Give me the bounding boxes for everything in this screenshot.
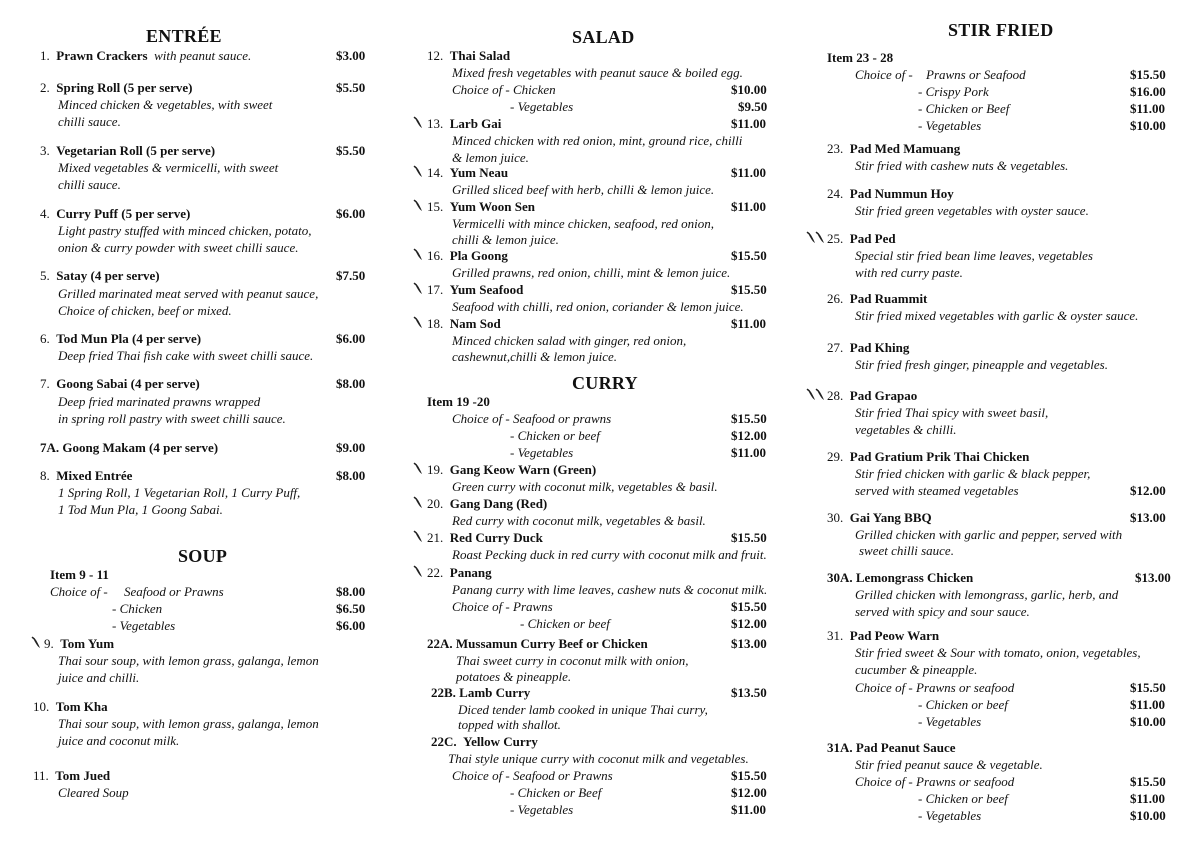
item-28-desc-1: Stir fried Thai spicy with sweet basil, — [855, 405, 1049, 420]
entree-heading: ENTRÉE — [146, 26, 222, 46]
stir-fried-choice-2: - Crispy Pork — [918, 84, 989, 99]
item-24-desc-1: Stir fried green vegetables with oyster sauce. — [855, 203, 1089, 218]
item-3-desc-2: chilli sauce. — [58, 177, 121, 192]
menu-item-3: 3. Vegetarian Roll (5 per serve) — [40, 143, 216, 158]
chili-icon — [412, 530, 426, 544]
menu-item-7a: 7A. Goong Makam (4 per serve) — [40, 440, 219, 455]
item-6-price: $6.00 — [336, 331, 366, 346]
item-11-desc-1: Cleared Soup — [58, 785, 129, 800]
item-15-price: $11.00 — [731, 199, 767, 214]
panang-choice-1: Choice of - Prawns — [452, 599, 553, 614]
soup-choice-2-price: $6.50 — [336, 601, 366, 616]
menu-item-6: 6. Tod Mun Pla (4 per serve) — [40, 331, 202, 346]
stir-fried-range: Item 23 - 28 — [827, 50, 894, 65]
menu-item-28: 28. Pad Grapao — [827, 388, 918, 403]
curry-range: Item 19 -20 — [427, 394, 490, 409]
item-25-desc-1: Special stir fried bean lime leaves, vegetables — [855, 248, 1093, 263]
menu-item-10: 10. Tom Kha — [33, 699, 108, 714]
soup-choice-prefix: Choice of - — [50, 584, 108, 599]
menu-item-23: 23. Pad Med Mamuang — [827, 141, 961, 156]
soup-heading: SOUP — [178, 546, 228, 566]
item-8-desc-1: 1 Spring Roll, 1 Vegetarian Roll, 1 Curry Puff, — [58, 485, 301, 500]
peanut-choice-3: - Vegetables — [918, 808, 982, 823]
panang-choice-2: - Chicken or beef — [520, 616, 610, 631]
chili-icon — [412, 116, 426, 130]
peanut-choice-2: - Chicken or beef — [918, 791, 1008, 806]
menu-item-24: 24. Pad Nummun Hoy — [827, 186, 954, 201]
curry-choice-2: - Chicken or beef — [510, 428, 600, 443]
chili-icon — [412, 496, 426, 510]
chili-icon — [412, 565, 426, 579]
item-22-desc-1: Panang curry with lime leaves, cashew nuts & coconut milk. — [452, 582, 768, 597]
peanut-choice-1: Choice of - Prawns or seafood — [855, 774, 1015, 789]
menu-item-13: 13. Larb Gai — [427, 116, 502, 131]
item-14-desc-1: Grilled sliced beef with herb, chilli & lemon juice. — [452, 182, 715, 197]
soup-choice-1-price: $8.00 — [336, 584, 366, 599]
item-7-desc-1: Deep fried marinated prawns wrapped — [58, 394, 261, 409]
item-30a-desc-1: Grilled chicken with lemongrass, garlic, herb, and — [855, 587, 1119, 602]
menu-item-22a: 22A. Mussamun Curry Beef or Chicken — [427, 636, 648, 651]
item-21-price: $15.50 — [731, 530, 767, 545]
menu-item-31: 31. Pad Peow Warn — [827, 628, 940, 643]
chili-icon — [412, 199, 426, 213]
stir-fried-choice-1-price: $15.50 — [1130, 67, 1166, 82]
item-22a-desc-1: Thai sweet curry in coconut milk with onion, — [456, 653, 689, 668]
peow-choice-1-price: $15.50 — [1130, 680, 1166, 695]
menu-item-7: 7. Goong Sabai (4 per serve) — [40, 376, 200, 391]
item-8-desc-2: 1 Tod Mun Pla, 1 Goong Sabai. — [58, 502, 223, 517]
curry-choice-1-price: $15.50 — [731, 411, 767, 426]
item-8-price: $8.00 — [336, 468, 366, 483]
chili-icon — [412, 282, 426, 296]
item-29-desc-2: served with steamed vegetables — [855, 483, 1019, 498]
stir-fried-choice-3-price: $11.00 — [1130, 101, 1166, 116]
item-25-desc-2: with red curry paste. — [855, 265, 963, 280]
item-2-desc-2: chilli sauce. — [58, 114, 121, 129]
thai-salad-choice-1-price: $10.00 — [731, 82, 767, 97]
menu-item-26: 26. Pad Ruammit — [827, 291, 928, 306]
soup-choice-3: - Vegetables — [112, 618, 176, 633]
peanut-choice-2-price: $11.00 — [1130, 791, 1166, 806]
chili-icon — [814, 231, 828, 245]
menu-item-30a: 30A. Lemongrass Chicken — [827, 570, 974, 585]
item-30a-desc-2: served with spicy and sour sauce. — [855, 604, 1030, 619]
item-6-desc-1: Deep fried Thai fish cake with sweet chilli sauce. — [58, 348, 314, 363]
item-26-desc-1: Stir fried mixed vegetables with garlic & oyster sauce. — [855, 308, 1139, 323]
item-20-desc-1: Red curry with coconut milk, vegetables & basil. — [452, 513, 706, 528]
item-19-desc-1: Green curry with coconut milk, vegetables & basil. — [452, 479, 718, 494]
menu-item-18: 18. Nam Sod — [427, 316, 501, 331]
item-22b-desc-2: topped with shallot. — [458, 717, 561, 732]
menu-item-29: 29. Pad Gratium Prik Thai Chicken — [827, 449, 1030, 464]
item-13-desc-2: & lemon juice. — [452, 150, 529, 165]
stir-fried-choice-prefix: Choice of - — [855, 67, 913, 82]
item-12-desc-1: Mixed fresh vegetables with peanut sauce & boiled egg. — [452, 65, 743, 80]
chili-icon — [412, 462, 426, 476]
yellow-choice-3-price: $11.00 — [731, 802, 767, 817]
item-17-desc-1: Seafood with chilli, red onion, coriander & lemon juice. — [452, 299, 744, 314]
item-29-desc-1: Stir fried chicken with garlic & black pepper, — [855, 466, 1091, 481]
item-30-desc-2: sweet chilli sauce. — [859, 543, 954, 558]
item-16-price: $15.50 — [731, 248, 767, 263]
item-14-price: $11.00 — [731, 165, 767, 180]
menu-item-4: 4. Curry Puff (5 per serve) — [40, 206, 191, 221]
chili-icon — [412, 248, 426, 262]
menu-item-30: 30. Gai Yang BBQ — [827, 510, 932, 525]
item-18-price: $11.00 — [731, 316, 767, 331]
peanut-choice-3-price: $10.00 — [1130, 808, 1166, 823]
stir-fried-choice-4: - Vegetables — [918, 118, 982, 133]
chili-icon — [412, 316, 426, 330]
item-17-price: $15.50 — [731, 282, 767, 297]
menu-item-1: 1. Prawn Crackers with peanut sauce. — [40, 48, 252, 63]
peow-choice-1: Choice of - Prawns or seafood — [855, 680, 1015, 695]
item-22a-desc-2: potatoes & pineapple. — [456, 669, 572, 684]
yellow-choice-3: - Vegetables — [510, 802, 574, 817]
item-7a-price: $9.00 — [336, 440, 366, 455]
peanut-choice-1-price: $15.50 — [1130, 774, 1166, 789]
menu-item-17: 17. Yum Seafood — [427, 282, 524, 297]
item-31-desc-1: Stir fried sweet & Sour with tomato, onion, vegetables, — [855, 645, 1141, 660]
item-31-desc-2: cucumber & pineapple. — [855, 662, 978, 677]
menu-item-15: 15. Yum Woon Sen — [427, 199, 536, 214]
menu-item-22b: 22B. Lamb Curry — [431, 685, 531, 700]
menu-item-19: 19. Gang Keow Warn (Green) — [427, 462, 597, 477]
item-7-desc-2: in spring roll pastry with sweet chilli sauce. — [58, 411, 286, 426]
item-18-desc-1: Minced chicken salad with ginger, red onion, — [452, 333, 687, 348]
item-10-desc-1: Thai sour soup, with lemon grass, galanga, lemon — [58, 716, 319, 731]
item-1-price: $3.00 — [336, 48, 366, 63]
stir-fried-choice-3: - Chicken or Beef — [918, 101, 1010, 116]
curry-choice-2-price: $12.00 — [731, 428, 767, 443]
menu-item-9: 9. Tom Yum — [44, 636, 115, 651]
menu-item-12: 12. Thai Salad — [427, 48, 511, 63]
menu-item-25: 25. Pad Ped — [827, 231, 896, 246]
yellow-choice-2: - Chicken or Beef — [510, 785, 602, 800]
item-3-price: $5.50 — [336, 143, 366, 158]
menu-item-11: 11. Tom Jued — [33, 768, 111, 783]
stir-fried-choice-4-price: $10.00 — [1130, 118, 1166, 133]
item-27-desc-1: Stir fried fresh ginger, pineapple and vegetables. — [855, 357, 1108, 372]
item-9-desc-2: juice and chilli. — [58, 670, 140, 685]
stir-fried-choice-1: Prawns or Seafood — [926, 67, 1026, 82]
menu-item-5: 5. Satay (4 per serve) — [40, 268, 160, 283]
thai-salad-choice-2-price: $9.50 — [738, 99, 768, 114]
menu-item-31a: 31A. Pad Peanut Sauce — [827, 740, 956, 755]
curry-choice-1: Choice of - Seafood or prawns — [452, 411, 612, 426]
peow-choice-3-price: $10.00 — [1130, 714, 1166, 729]
chili-icon — [814, 388, 828, 402]
menu-item-16: 16. Pla Goong — [427, 248, 508, 263]
item-22b-desc-1: Diced tender lamb cooked in unique Thai curry, — [458, 702, 708, 717]
thai-salad-choice-1: Choice of - Chicken — [452, 82, 556, 97]
item-2-desc-1: Minced chicken & vegetables, with sweet — [58, 97, 273, 112]
item-31a-desc-1: Stir fried peanut sauce & vegetable. — [855, 757, 1043, 772]
item-4-price: $6.00 — [336, 206, 366, 221]
peow-choice-2: - Chicken or beef — [918, 697, 1008, 712]
item-16-desc-1: Grilled prawns, red onion, chilli, mint & lemon juice. — [452, 265, 731, 280]
yellow-choice-1-price: $15.50 — [731, 768, 767, 783]
item-15-desc-1: Vermicelli with mince chicken, seafood, red onion, — [452, 216, 714, 231]
menu-item-14: 14. Yum Neau — [427, 165, 509, 180]
item-28-desc-2: vegetables & chilli. — [855, 422, 957, 437]
menu-item-21: 21. Red Curry Duck — [427, 530, 543, 545]
soup-choice-3-price: $6.00 — [336, 618, 366, 633]
item-4-desc-1: Light pastry stuffed with minced chicken, potato, — [58, 223, 312, 238]
soup-choice-2: - Chicken — [112, 601, 163, 616]
curry-choice-3-price: $11.00 — [731, 445, 767, 460]
thai-salad-choice-2: - Vegetables — [510, 99, 574, 114]
item-30-price: $13.00 — [1130, 510, 1166, 525]
item-7-price: $8.00 — [336, 376, 366, 391]
stir-fried-choice-2-price: $16.00 — [1130, 84, 1166, 99]
salad-heading: SALAD — [572, 27, 635, 47]
item-22b-price: $13.50 — [731, 685, 767, 700]
panang-choice-1-price: $15.50 — [731, 599, 767, 614]
item-4-desc-2: onion & curry powder with sweet chilli sauce. — [58, 240, 299, 255]
item-10-desc-2: juice and coconut milk. — [58, 733, 180, 748]
item-13-desc-1: Minced chicken with red onion, mint, ground rice, chilli — [452, 133, 743, 148]
curry-choice-3: - Vegetables — [510, 445, 574, 460]
chili-icon — [412, 165, 426, 179]
menu-item-27: 27. Pad Khing — [827, 340, 910, 355]
item-30a-price: $13.00 — [1135, 570, 1171, 585]
item-22a-price: $13.00 — [731, 636, 767, 651]
item-5-price: $7.50 — [336, 268, 366, 283]
item-29-price: $12.00 — [1130, 483, 1166, 498]
menu-item-2: 2. Spring Roll (5 per serve) — [40, 80, 193, 95]
menu-item-20: 20. Gang Dang (Red) — [427, 496, 548, 511]
item-5-desc-1: Grilled marinated meat served with peanut sauce, — [58, 286, 319, 301]
item-5-desc-2: Choice of chicken, beef or mixed. — [58, 303, 232, 318]
item-2-price: $5.50 — [336, 80, 366, 95]
yellow-choice-1: Choice of - Seafood or Prawns — [452, 768, 613, 783]
chili-icon — [30, 636, 44, 650]
yellow-choice-2-price: $12.00 — [731, 785, 767, 800]
item-18-desc-2: cashewnut,chilli & lemon juice. — [452, 349, 617, 364]
soup-range: Item 9 - 11 — [50, 567, 109, 582]
peow-choice-2-price: $11.00 — [1130, 697, 1166, 712]
item-15-desc-2: chilli & lemon juice. — [452, 232, 559, 247]
peow-choice-3: - Vegetables — [918, 714, 982, 729]
item-23-desc-1: Stir fried with cashew nuts & vegetables. — [855, 158, 1069, 173]
stir-fried-heading: STIR FRIED — [948, 20, 1054, 40]
item-30-desc-1: Grilled chicken with garlic and pepper, served with — [855, 527, 1123, 542]
menu-item-22: 22. Panang — [427, 565, 492, 580]
item-13-price: $11.00 — [731, 116, 767, 131]
menu-item-8: 8. Mixed Entrée — [40, 468, 133, 483]
curry-heading: CURRY — [572, 373, 638, 393]
item-9-desc-1: Thai sour soup, with lemon grass, galanga, lemon — [58, 653, 319, 668]
item-21-desc-1: Roast Pecking duck in red curry with coconut milk and fruit. — [452, 547, 767, 562]
panang-choice-2-price: $12.00 — [731, 616, 767, 631]
item-3-desc-1: Mixed vegetables & vermicelli, with sweet — [58, 160, 279, 175]
soup-choice-1: Seafood or Prawns — [124, 584, 224, 599]
menu-item-22c: 22C. Yellow Curry — [431, 734, 538, 749]
item-22c-desc-1: Thai style unique curry with coconut milk and vegetables. — [448, 751, 749, 766]
